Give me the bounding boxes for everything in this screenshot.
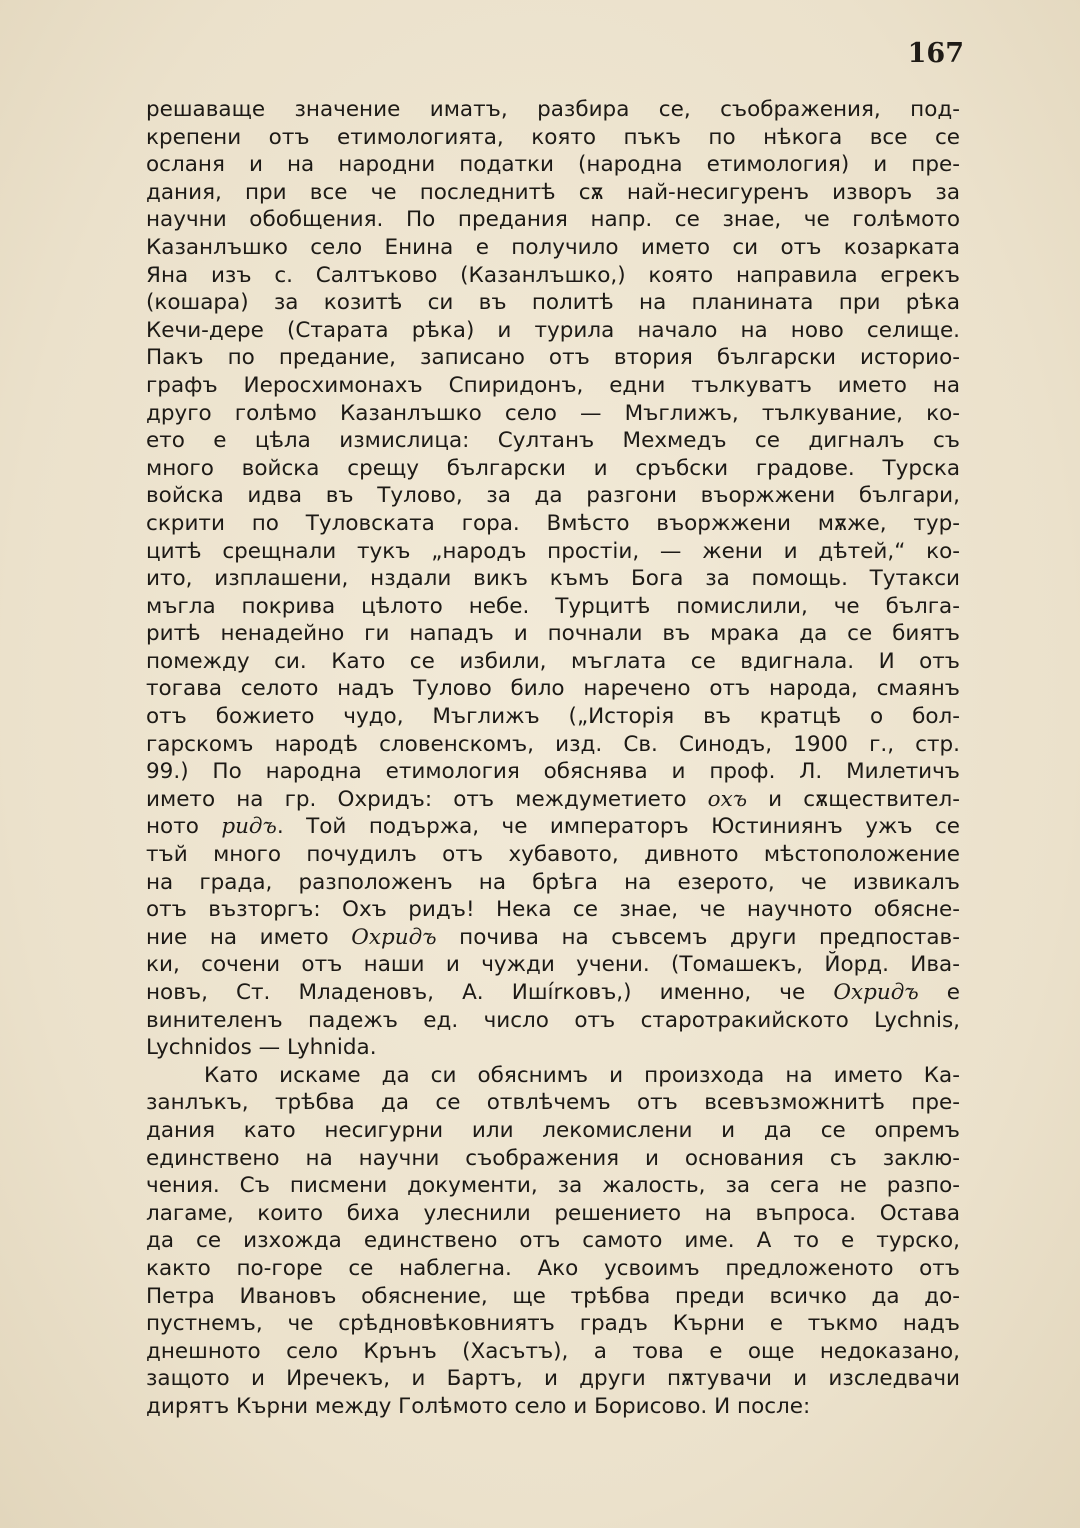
text-line: тъй много почудилъ отъ хубавото, дивното мѣстоположение xyxy=(146,842,960,868)
text-line: Пакъ по предание, записано отъ втория български историо- xyxy=(146,345,960,371)
text-line: друго голѣмо Казанлъшко село — Мъглижъ, тълкувание, ко- xyxy=(146,400,960,426)
italic-term: ридъ xyxy=(221,814,277,840)
text-line: скрити по Туловската гора. Вмѣсто въоржжени мѫже, тур- xyxy=(146,510,960,536)
page-number: 167 xyxy=(907,38,964,69)
text-line: занлъкъ, трѣбва да се отвлѣчемъ отъ всевъзможнитѣ пре- xyxy=(146,1090,960,1116)
text-line: Кечи-дере (Старата рѣка) и турила начало на ново селище. xyxy=(146,317,960,343)
text-line: на града, разположенъ на брѣга на езерото, че извикалъ xyxy=(146,869,960,895)
text-line: ето е цѣла измислица: Султанъ Мехмедъ се дигналъ съ xyxy=(146,428,960,454)
text-line: днешното село Крънъ (Хасътъ), а това е още недоказано, xyxy=(146,1338,960,1364)
text-line: дирятъ Кърни между Голѣмото село и Борисово. И после: xyxy=(146,1393,811,1419)
text-line: цитѣ срещнали тукъ „народъ простiи, — жени и дѣтей,“ ко- xyxy=(146,538,960,564)
text-line: научни обобщения. По предания напр. се знае, че голѣмото xyxy=(146,207,960,233)
italic-term: Охридъ xyxy=(833,980,919,1005)
text-line: както по-горе се наблегна. Ако усвоимъ предложеното отъ xyxy=(146,1255,960,1281)
text-line: Lychnidos — Lyhnida. xyxy=(146,1035,377,1061)
text-line: защото и Иречекъ, и Бартъ, и други пѫтувачи и изследвачи xyxy=(146,1366,960,1392)
text-line: осланя и на народни податки (народна етимология) и пре- xyxy=(146,152,960,178)
text-line: войска идва въ Тулово, за да разгони въоржжени българи, xyxy=(146,483,960,509)
text-line: името на гр. Охридъ: отъ междуметието охъ и сѫществител- xyxy=(146,786,960,812)
text-line: отъ възторгъ: Охъ ридъ! Нека се знае, че научното обясне- xyxy=(146,897,960,923)
text-line: решаваще значение иматъ, разбира се, съображения, под- xyxy=(146,97,960,122)
text-line: ки, сочени отъ наши и чужди учени. (Томашекъ, Йорд. Ива- xyxy=(146,952,960,978)
text-line: единствено на научни съображения и основания съ заклю- xyxy=(146,1145,960,1171)
text-line: Казанлъшко село Енина е получило името си отъ козарката xyxy=(146,234,960,260)
text-line: чения. Съ писмени документи, за жалость, за сега не разпо- xyxy=(146,1173,960,1199)
text-line: (кошара) за козитѣ си въ политѣ на планината при рѣка xyxy=(146,290,960,316)
page-text xyxy=(146,96,960,1421)
text-line: Петра Ивановъ обяснение, ще трѣбва преди всичко да до- xyxy=(146,1283,960,1309)
text-line: гарскомъ народѣ словенскомъ, изд. Св. Синодъ, 1900 г., стр. xyxy=(146,731,960,757)
text-line: да се изхожда единствено отъ самото име. А то е турско, xyxy=(146,1228,960,1254)
text-line: ние на името Охридъ почива на съвсемъ други предпостав- xyxy=(146,924,960,950)
text-line: ито, изплашени, нздали викъ къмъ Бога за помощь. Тутакси xyxy=(146,566,960,592)
paragraph-2 xyxy=(146,1062,960,1421)
italic-term: охъ xyxy=(707,786,748,812)
text-line: ритѣ ненадейно ги нападъ и почнали въ мрака да се биятъ xyxy=(146,621,960,647)
italic-term: Охридъ xyxy=(351,924,437,950)
text-line: Като искаме да си обяснимъ и произхода на името Ка- xyxy=(204,1062,960,1088)
text-line: дания, при все че последнитѣ сѫ най-несигуренъ изворъ за xyxy=(146,179,960,205)
text-line: отъ божието чудо, Мъглижъ („Исторiя въ кратцѣ о бол- xyxy=(146,704,960,730)
text-line: тогава селото надъ Тулово било наречено отъ народа, смаянъ xyxy=(146,676,960,702)
text-line: Яна изъ с. Салтъково (Казанлъшко,) която направила егрекъ xyxy=(146,262,960,288)
text-line: ното ридъ. Той подържа, че императоръ Юстиниянъ ужъ се xyxy=(146,814,960,840)
text-line: лагаме, които биха улеснили решението на въпроса. Остава xyxy=(146,1200,960,1226)
text-line: 99.) По народна етимология обяснява и проф. Л. Милетичъ xyxy=(146,759,960,785)
text-line: графъ Иеросхимонахъ Спиридонъ, едни тълкуватъ името на xyxy=(146,372,960,398)
text-line: крепени отъ етимологията, която пъкъ по нѣкога все се xyxy=(146,124,960,150)
text-line: помежду си. Като се избили, мъглата се вдигнала. И отъ xyxy=(146,648,960,674)
text-line: дания като несигурни или лекомислени и да се опремъ xyxy=(146,1117,960,1143)
text-line: много войска срещу български и сръбски градове. Турска xyxy=(146,455,960,481)
text-line: новъ, Ст. Младеновъ, А. Ишírковъ,) именно, че Охридъ е xyxy=(146,980,960,1005)
paragraph-1 xyxy=(146,96,960,1062)
text-line: винителенъ падежъ ед. число отъ старотракийското Lychnis, xyxy=(146,1007,960,1033)
text-line: мъгла покрива цѣлото небе. Турцитѣ помислили, че бълга- xyxy=(146,593,960,619)
text-line: пустнемъ, че срѣдновѣковниятъ градъ Кърни е тъкмо надъ xyxy=(146,1311,960,1337)
